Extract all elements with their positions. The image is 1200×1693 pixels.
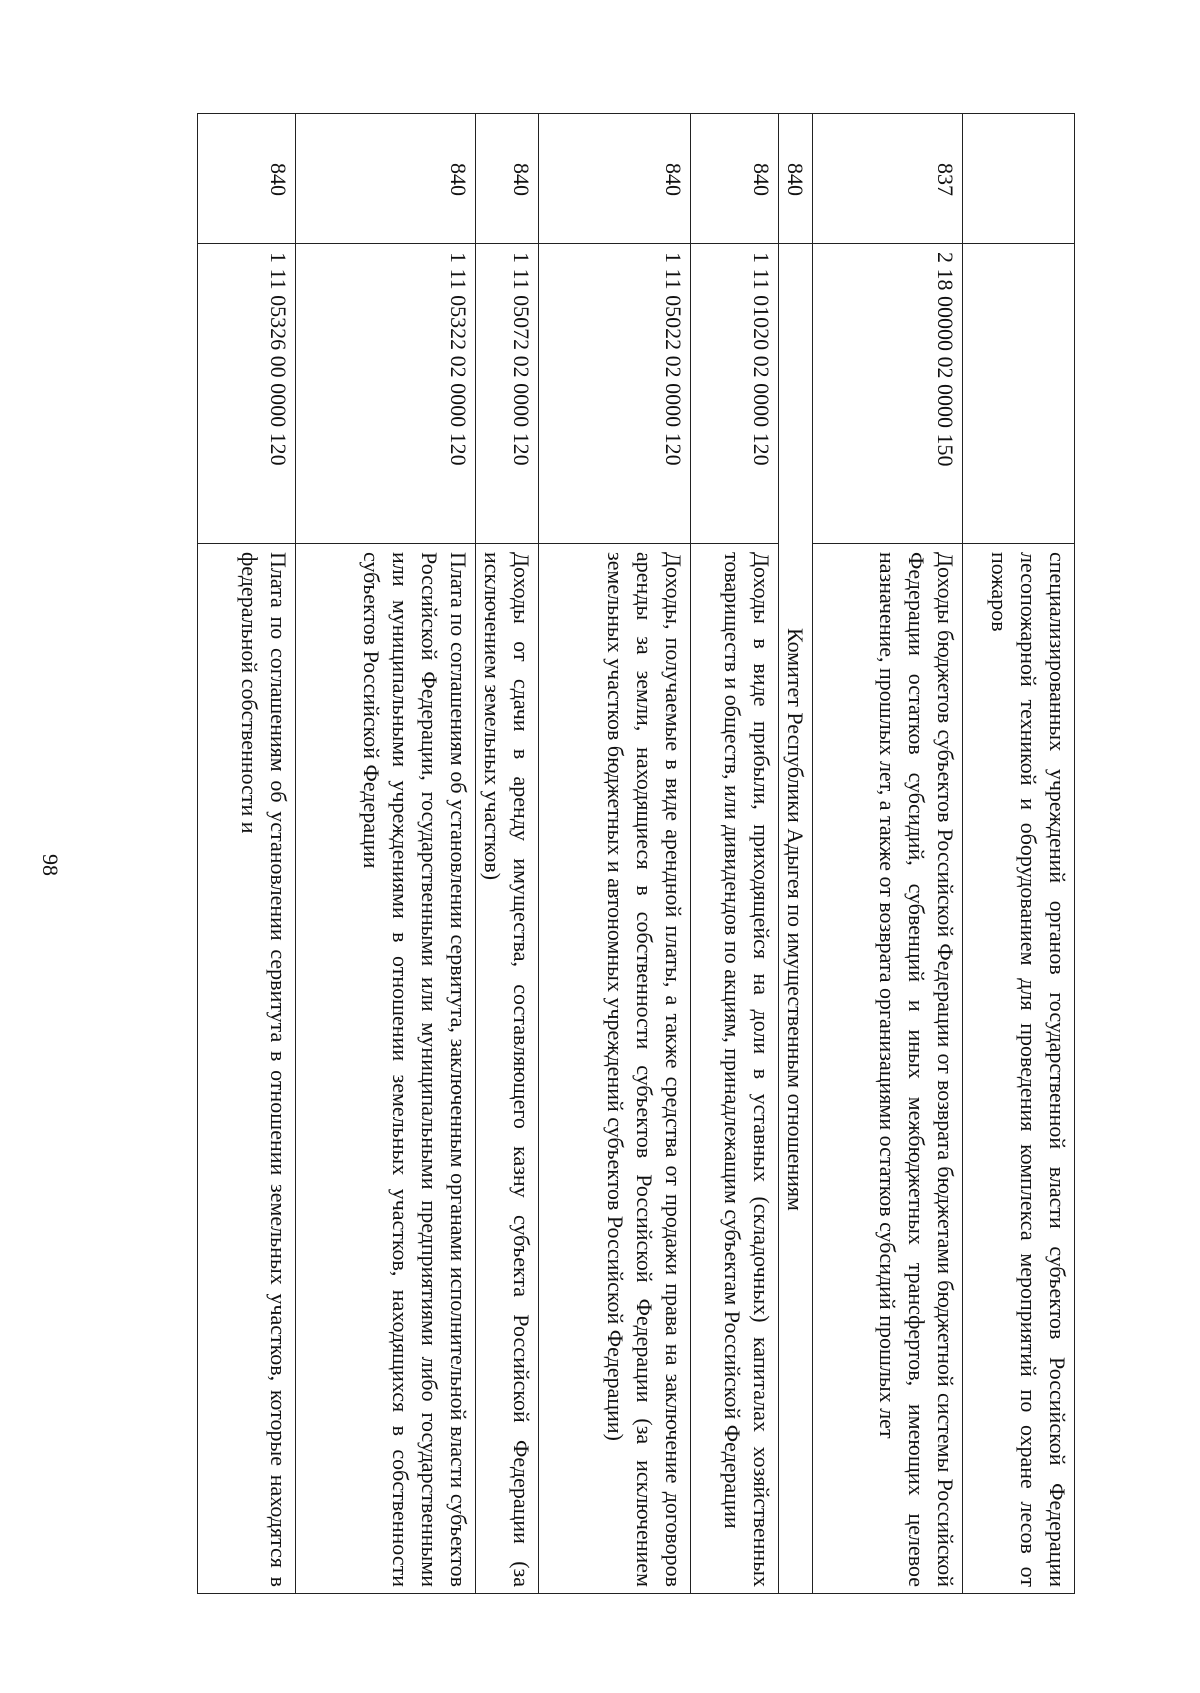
description-cell: Доходы бюджетов субъектов Российской Федерации от возврата бюджетами бюджетной системы Российской Федерации остатков субсидий, субвенций и иных межбюджетных трансфертов, имеющих целевое назначение, прошлых лет, а также от возврата организациями остатков субсидий прошлых лет bbox=[813, 544, 963, 1594]
kbk-code-cell: 1 11 05326 00 0000 120 bbox=[198, 244, 296, 544]
description-cell: Доходы, получаемые в виде арендной платы, а также средства от продажи права на заключение договоров аренды за земли, находящиеся в собственности субъектов Российской Федерации (за исключением земельных участков бюджетных и автономных учреждений субъектов Российской Федерации) bbox=[539, 544, 691, 1594]
section-title: Комитет Республики Адыгея по имущественным отношениям bbox=[779, 244, 813, 1594]
table-row bbox=[476, 114, 539, 1594]
description-cell: Доходы от сдачи в аренду имущества, составляющего казну субъекта Российской Федерации (за исключением земельных участков) bbox=[476, 544, 539, 1594]
kbk-code-cell: 2 18 00000 02 0000 150 bbox=[813, 244, 963, 544]
table-row bbox=[963, 114, 1075, 1594]
admin-code-cell: 840 bbox=[296, 114, 476, 244]
admin-code-cell: 840 bbox=[691, 114, 779, 244]
admin-code-cell: 840 bbox=[539, 114, 691, 244]
table-row bbox=[296, 114, 476, 1594]
admin-code-cell: 840 bbox=[198, 114, 296, 244]
kbk-code-cell: 1 11 05072 02 0000 120 bbox=[476, 244, 539, 544]
kbk-code-cell: 1 11 05322 02 0000 120 bbox=[296, 244, 476, 544]
section-row bbox=[779, 114, 813, 1594]
admin-code-cell: 840 bbox=[476, 114, 539, 244]
table-row bbox=[691, 114, 779, 1594]
page-number: 98 bbox=[38, 854, 63, 876]
kbk-code-cell: 1 11 01020 02 0000 120 bbox=[691, 244, 779, 544]
table-row bbox=[198, 114, 296, 1594]
description-cell: Доходы в виде прибыли, приходящейся на доли в уставных (складочных) капиталах хозяйственных товариществ и обществ, или дивидендов по акциям, принадлежащим субъектам Российской Федерации bbox=[691, 544, 779, 1594]
description-cell: Плата по соглашениям об установлении сервитута в отношении земельных участков, которые находятся в федеральной собственности и bbox=[198, 544, 296, 1594]
description-cell: Плата по соглашениям об установлении сервитута, заключенным органами исполнительной власти субъектов Российской Федерации, государственными или муниципальными предприятиями либо государственными или муниципальными учреждениями в отношении земельных участков, находящихся в собственности субъектов Российской Федерации bbox=[296, 544, 476, 1594]
table-row bbox=[813, 114, 963, 1594]
admin-code-cell: 840 bbox=[779, 114, 813, 244]
description-cell: специализированных учреждений органов государственной власти субъектов Российской Федерации лесопожарной техникой и оборудованием для проведения комплекса мероприятий по охране лесов от пожаров bbox=[963, 544, 1075, 1594]
revenue-codes-table bbox=[197, 113, 1075, 1594]
admin-code-cell bbox=[963, 114, 1075, 244]
table-row bbox=[539, 114, 691, 1594]
kbk-code-cell bbox=[963, 244, 1075, 544]
admin-code-cell: 837 bbox=[813, 114, 963, 244]
kbk-code-cell: 1 11 05022 02 0000 120 bbox=[539, 244, 691, 544]
